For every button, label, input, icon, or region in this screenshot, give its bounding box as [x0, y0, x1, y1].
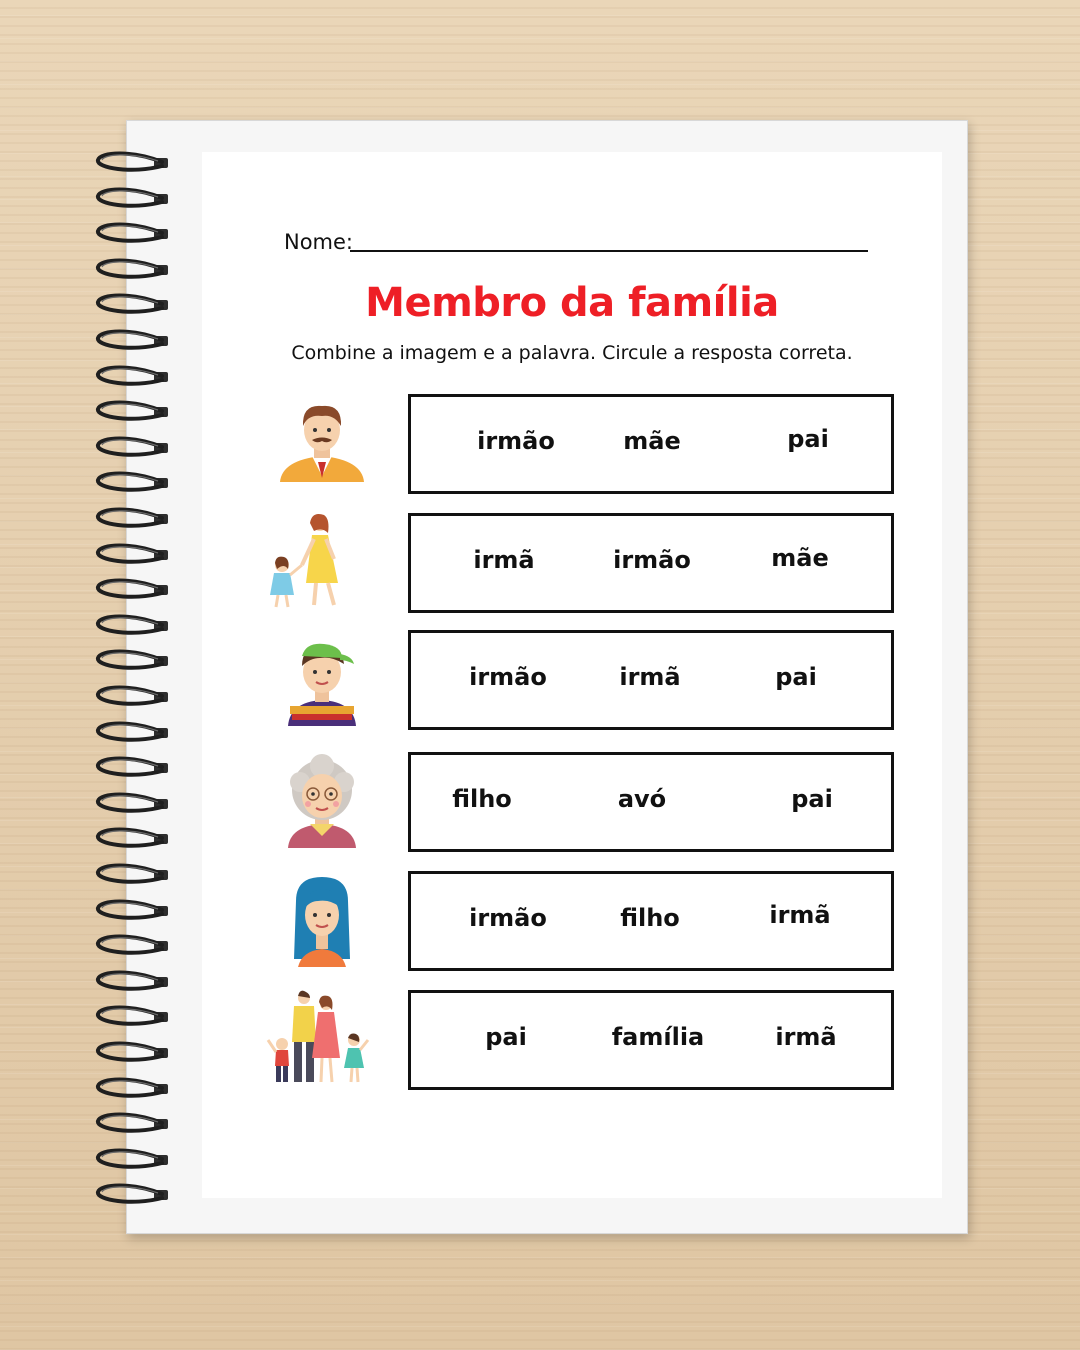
spiral-coil: [92, 148, 174, 178]
spiral-coil: [92, 1002, 174, 1032]
spiral-coil: [92, 326, 174, 356]
spiral-coil: [92, 540, 174, 570]
option-word[interactable]: pai: [787, 425, 829, 453]
answer-box: [408, 752, 894, 852]
question-row: [262, 630, 902, 730]
question-row: [262, 871, 902, 971]
option-word[interactable]: pai: [791, 785, 833, 813]
answer-box: [408, 630, 894, 730]
spiral-coil: [92, 362, 174, 392]
option-word[interactable]: família: [611, 1023, 705, 1051]
spiral-coil: [92, 967, 174, 997]
option-word[interactable]: avó: [617, 785, 667, 813]
spiral-binding: [92, 142, 174, 1212]
option-word[interactable]: irmã: [769, 901, 831, 929]
name-field[interactable]: [284, 230, 868, 260]
spiral-coil: [92, 753, 174, 783]
option-word[interactable]: pai: [775, 663, 817, 691]
option-word[interactable]: irmão: [469, 663, 547, 691]
spiral-coil: [92, 504, 174, 534]
spiral-coil: [92, 1074, 174, 1104]
option-word[interactable]: mãe: [623, 427, 681, 455]
spiral-coil: [92, 1109, 174, 1139]
spiral-coil: [92, 433, 174, 463]
father-icon: [262, 394, 382, 494]
answer-box: [408, 394, 894, 494]
mother-and-daughter-icon: [262, 513, 382, 613]
question-row: [262, 990, 902, 1090]
spiral-coil: [92, 860, 174, 890]
option-word[interactable]: irmã: [775, 1023, 837, 1051]
spiral-coil: [92, 718, 174, 748]
question-row: [262, 752, 902, 852]
spiral-coil: [92, 1038, 174, 1068]
spiral-coil: [92, 931, 174, 961]
family-icon: [262, 990, 382, 1090]
option-word[interactable]: filho: [620, 904, 680, 932]
answer-box: [408, 513, 894, 613]
question-row: [262, 513, 902, 613]
option-word[interactable]: mãe: [771, 544, 829, 572]
answer-box: [408, 871, 894, 971]
spiral-coil: [92, 789, 174, 819]
spiral-coil: [92, 184, 174, 214]
spiral-coil: [92, 896, 174, 926]
sister-icon: [262, 871, 382, 971]
page-title: Membro da família: [365, 280, 779, 326]
name-label: Nome:: [284, 230, 354, 254]
option-word[interactable]: irmão: [469, 904, 547, 932]
answer-box: [408, 990, 894, 1090]
option-word[interactable]: pai: [485, 1023, 527, 1051]
spiral-coil: [92, 1180, 174, 1210]
spiral-coil: [92, 1145, 174, 1175]
worksheet-page: [202, 152, 942, 1198]
spiral-coil: [92, 575, 174, 605]
spiral-coil: [92, 646, 174, 676]
option-word[interactable]: filho: [452, 785, 512, 813]
spiral-coil: [92, 611, 174, 641]
name-line[interactable]: [350, 250, 868, 252]
spiral-coil: [92, 468, 174, 498]
instructions: Combine a imagem e a palavra. Circule a resposta correta.: [291, 342, 853, 364]
brother-icon: [262, 630, 382, 730]
spiral-coil: [92, 682, 174, 712]
spiral-coil: [92, 255, 174, 285]
spiral-coil: [92, 219, 174, 249]
option-word[interactable]: irmã: [473, 546, 535, 574]
option-word[interactable]: irmão: [477, 427, 555, 455]
option-word[interactable]: irmã: [619, 663, 681, 691]
grandmother-icon: [262, 752, 382, 852]
option-word[interactable]: irmão: [613, 546, 691, 574]
spiral-coil: [92, 397, 174, 427]
question-row: [262, 394, 902, 494]
spiral-coil: [92, 824, 174, 854]
spiral-coil: [92, 290, 174, 320]
